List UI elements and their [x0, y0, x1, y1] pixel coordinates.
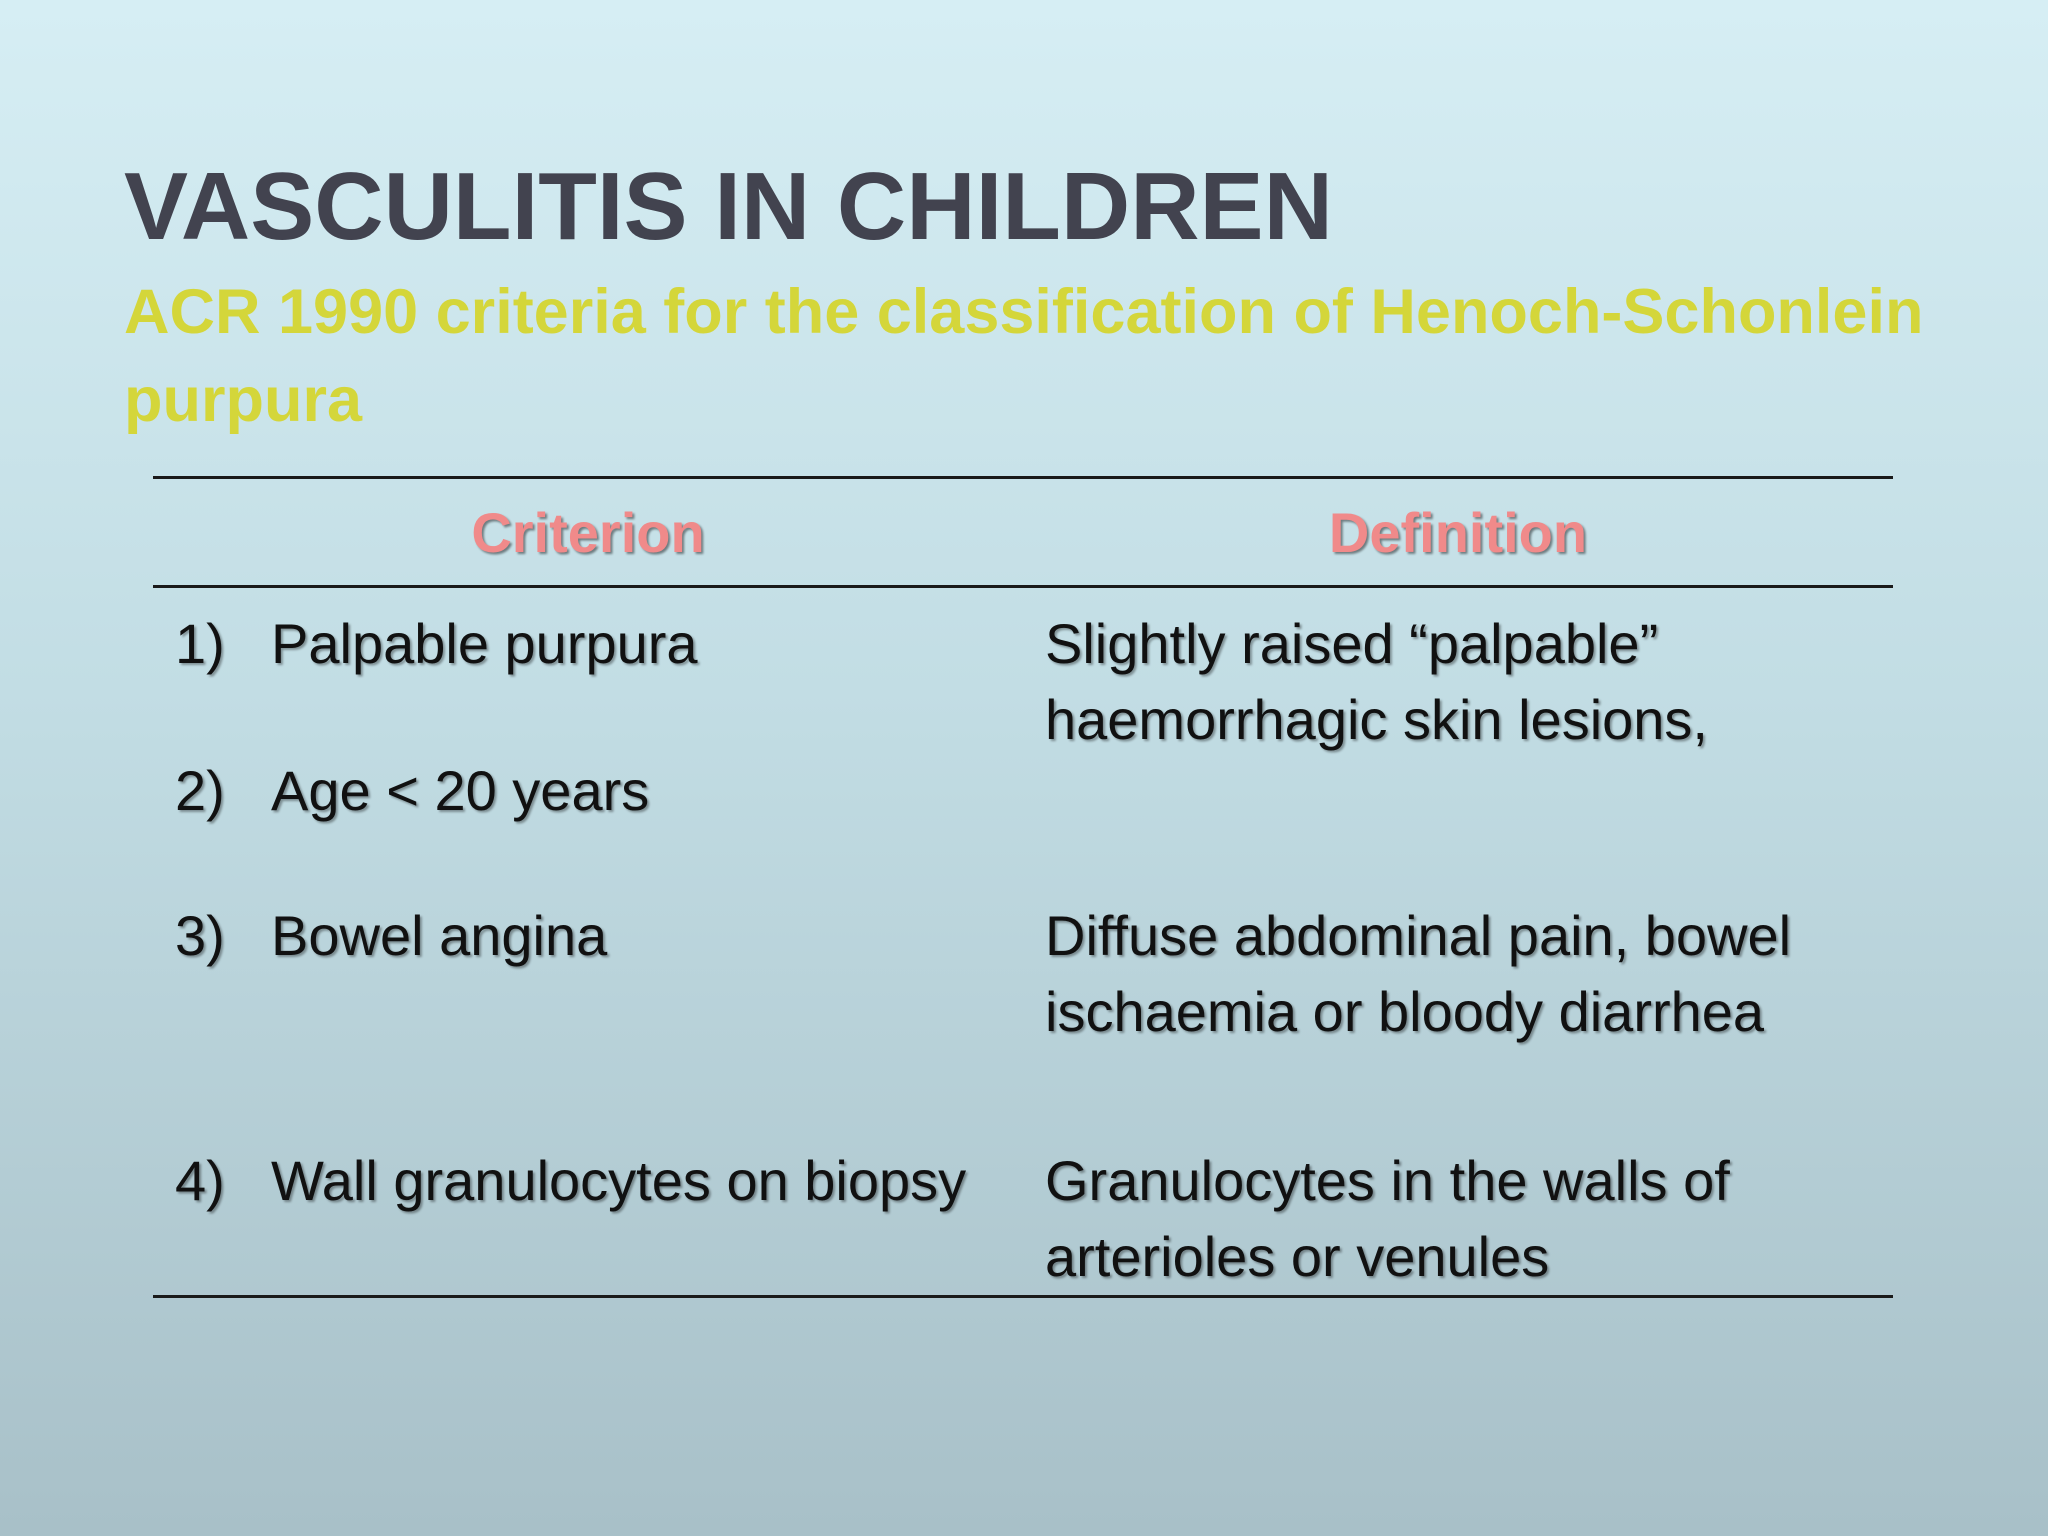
criterion-header: Criterion: [471, 500, 705, 564]
criterion-text: Wall granulocytes on biopsy: [271, 1149, 967, 1212]
definition-header: Definition: [1328, 500, 1588, 564]
definition-cell: Slightly raised “palpable” haemorrhagic skin lesions,: [1045, 612, 1708, 751]
slide-subtitle: ACR 1990 criteria for the classification of Henoch-Schonlein purpura: [124, 277, 1924, 435]
definition-cell: Diffuse abdominal pain, bowel ischaemia or bloody diarrhea: [1045, 904, 1792, 1043]
criterion-cell: [153, 753, 1023, 898]
criterion-cell: [153, 606, 1023, 753]
slide-title: VASCULITIS IN CHILDREN: [124, 153, 1333, 260]
row-number: 1): [175, 612, 225, 675]
row-number: 4): [175, 1149, 225, 1212]
criterion-cell: [153, 898, 1023, 1143]
criterion-text: Palpable purpura: [271, 612, 698, 675]
definition-cell: Granulocytes in the walls of arterioles or venules: [1045, 1149, 1730, 1288]
table-row: [153, 1143, 1893, 1295]
table-header: [153, 479, 1893, 588]
table-row: [153, 753, 1893, 898]
criterion-text: Bowel angina: [271, 904, 608, 967]
row-number: 3): [175, 904, 225, 967]
criterion-cell: [153, 1143, 1023, 1295]
row-number: 2): [175, 759, 225, 822]
criterion-text: Age < 20 years: [271, 759, 650, 822]
table-row: [153, 898, 1893, 1143]
table-row: [153, 588, 1893, 753]
criteria-table: [153, 476, 1893, 1298]
definition-cell: [1023, 753, 1893, 898]
